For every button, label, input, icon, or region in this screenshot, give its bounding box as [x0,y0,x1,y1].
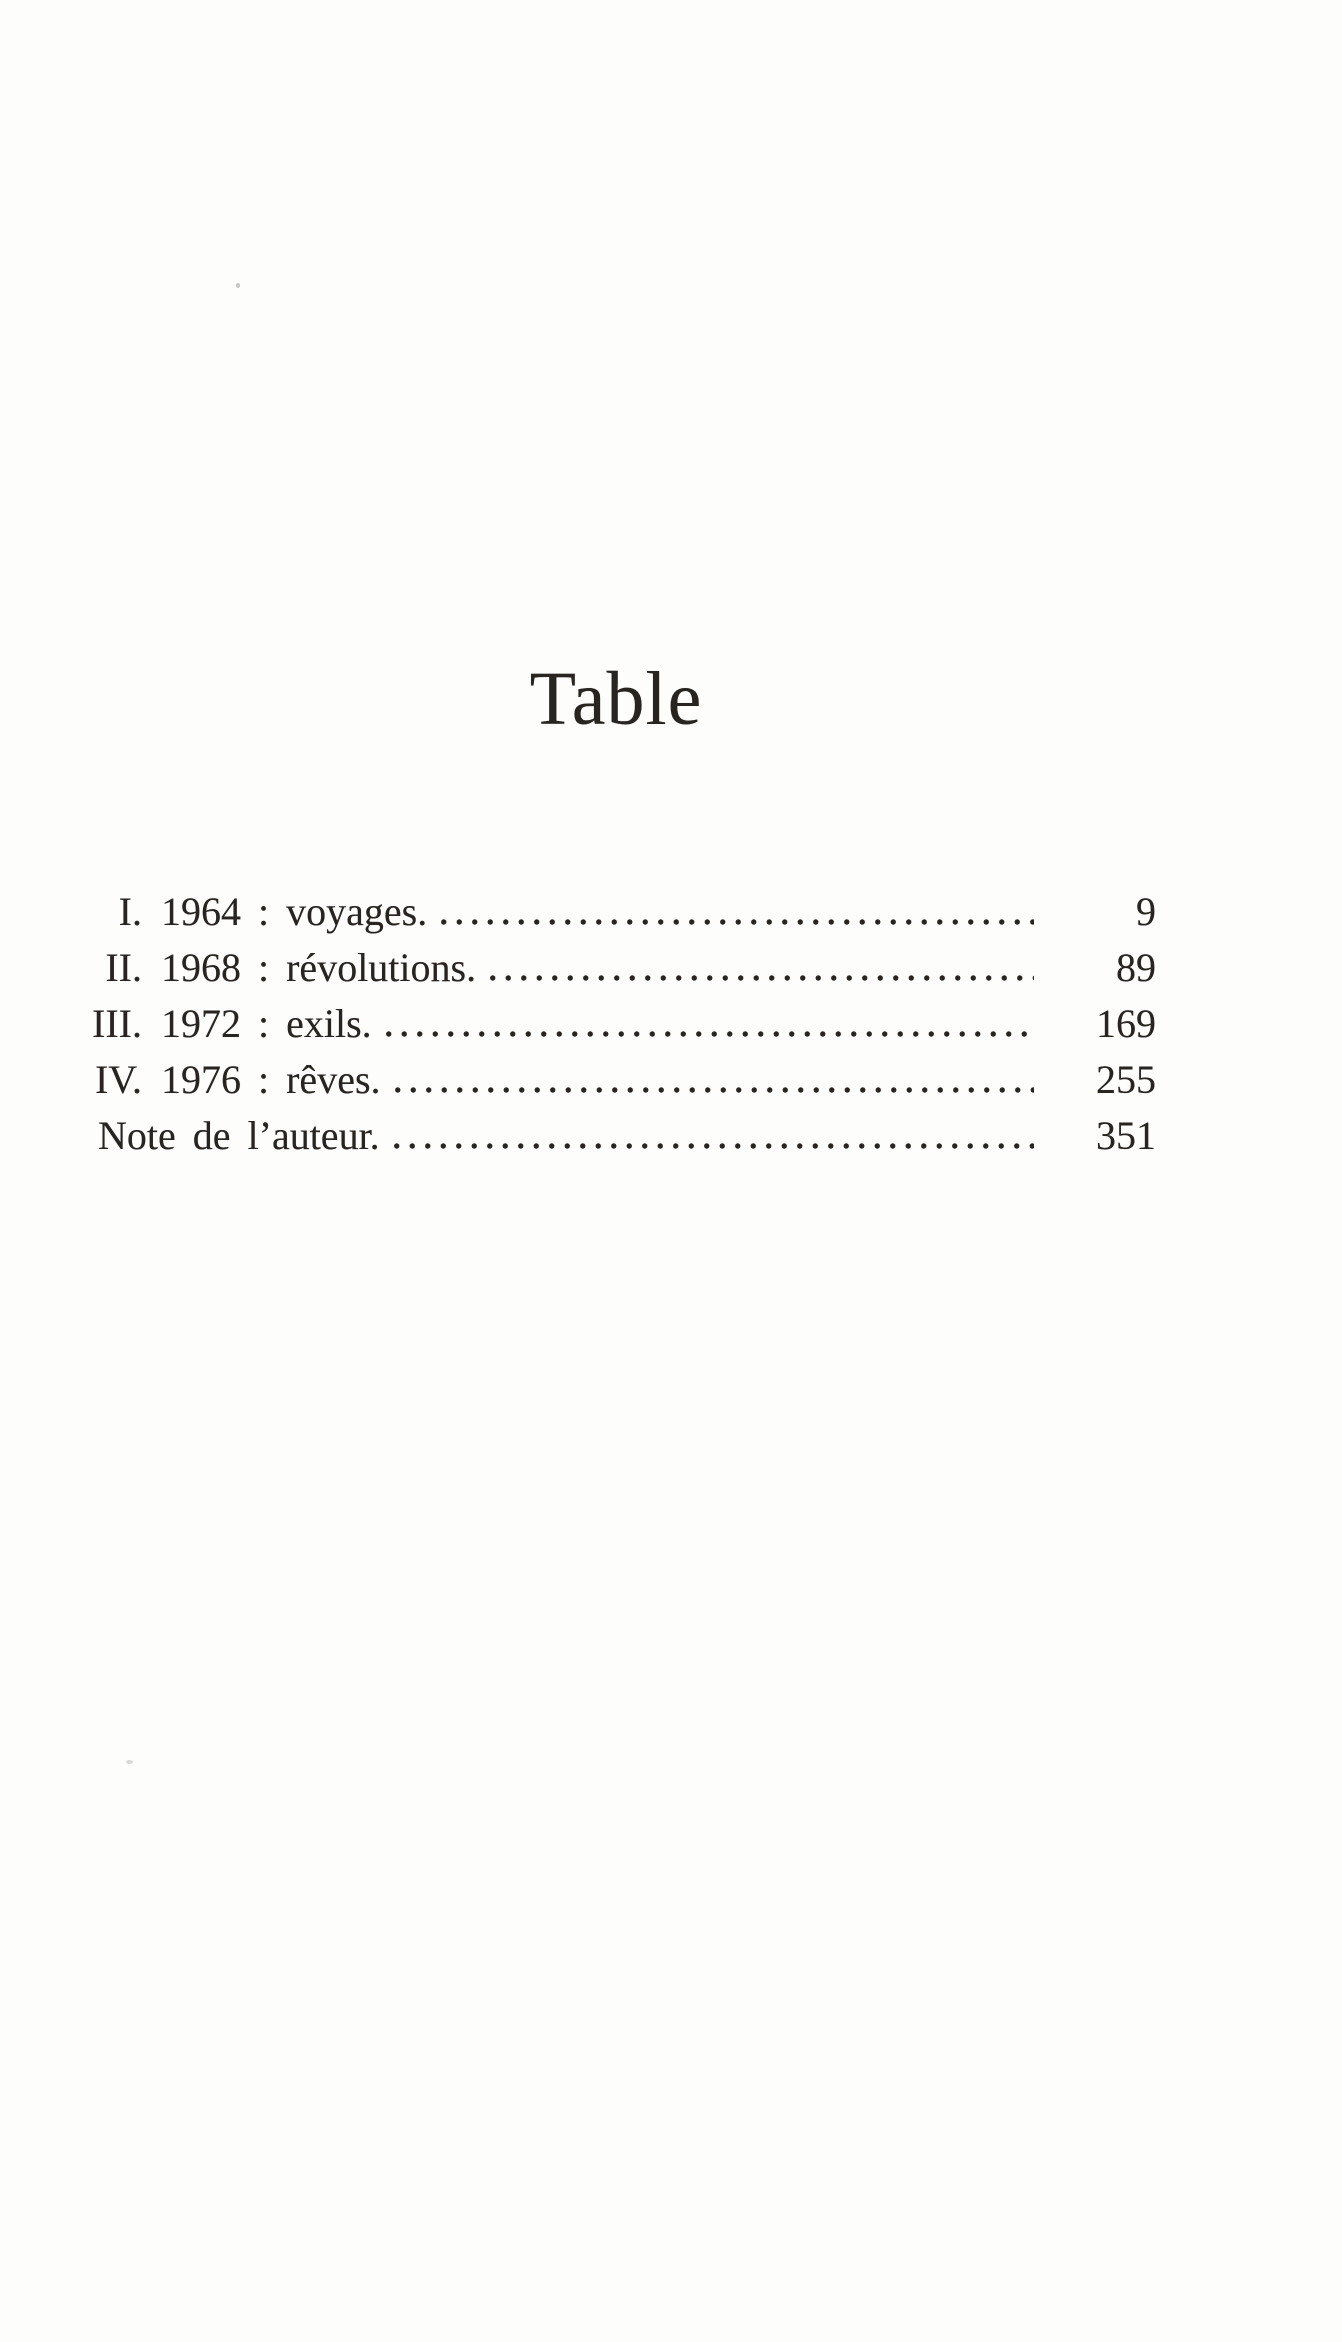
dot-leader [390,1052,1034,1108]
chapter-text: 1976 : rêves. [161,1057,381,1102]
table-of-contents [70,884,1156,1164]
chapter-numeral: IV. [94,1057,142,1102]
dot-leader [485,940,1034,996]
toc-title: Table [529,657,703,741]
page-number: 89 [1116,945,1156,990]
dot-leader [389,1108,1034,1164]
chapter-numeral: I. [118,889,142,934]
chapter-numeral: II. [105,945,142,990]
page-number: 9 [1136,889,1156,934]
toc-row [70,1108,1156,1164]
dot-leader [436,884,1034,940]
page-number: 255 [1096,1057,1156,1102]
toc-row [70,884,1156,940]
chapter-text: 1968 : révolutions. [161,945,477,990]
chapter-text: 1972 : exils. [161,1001,372,1046]
toc-row [70,996,1156,1052]
page-number: 169 [1096,1001,1156,1046]
scan-speck [236,283,240,288]
scan-speck [126,1760,133,1764]
page-number: 351 [1096,1113,1156,1158]
toc-row [70,1052,1156,1108]
dot-leader [381,996,1034,1052]
chapter-numeral: III. [92,1001,142,1046]
chapter-text: 1964 : voyages. [161,889,428,934]
chapter-text: Note de l’auteur. [98,1113,380,1158]
toc-row [70,940,1156,996]
